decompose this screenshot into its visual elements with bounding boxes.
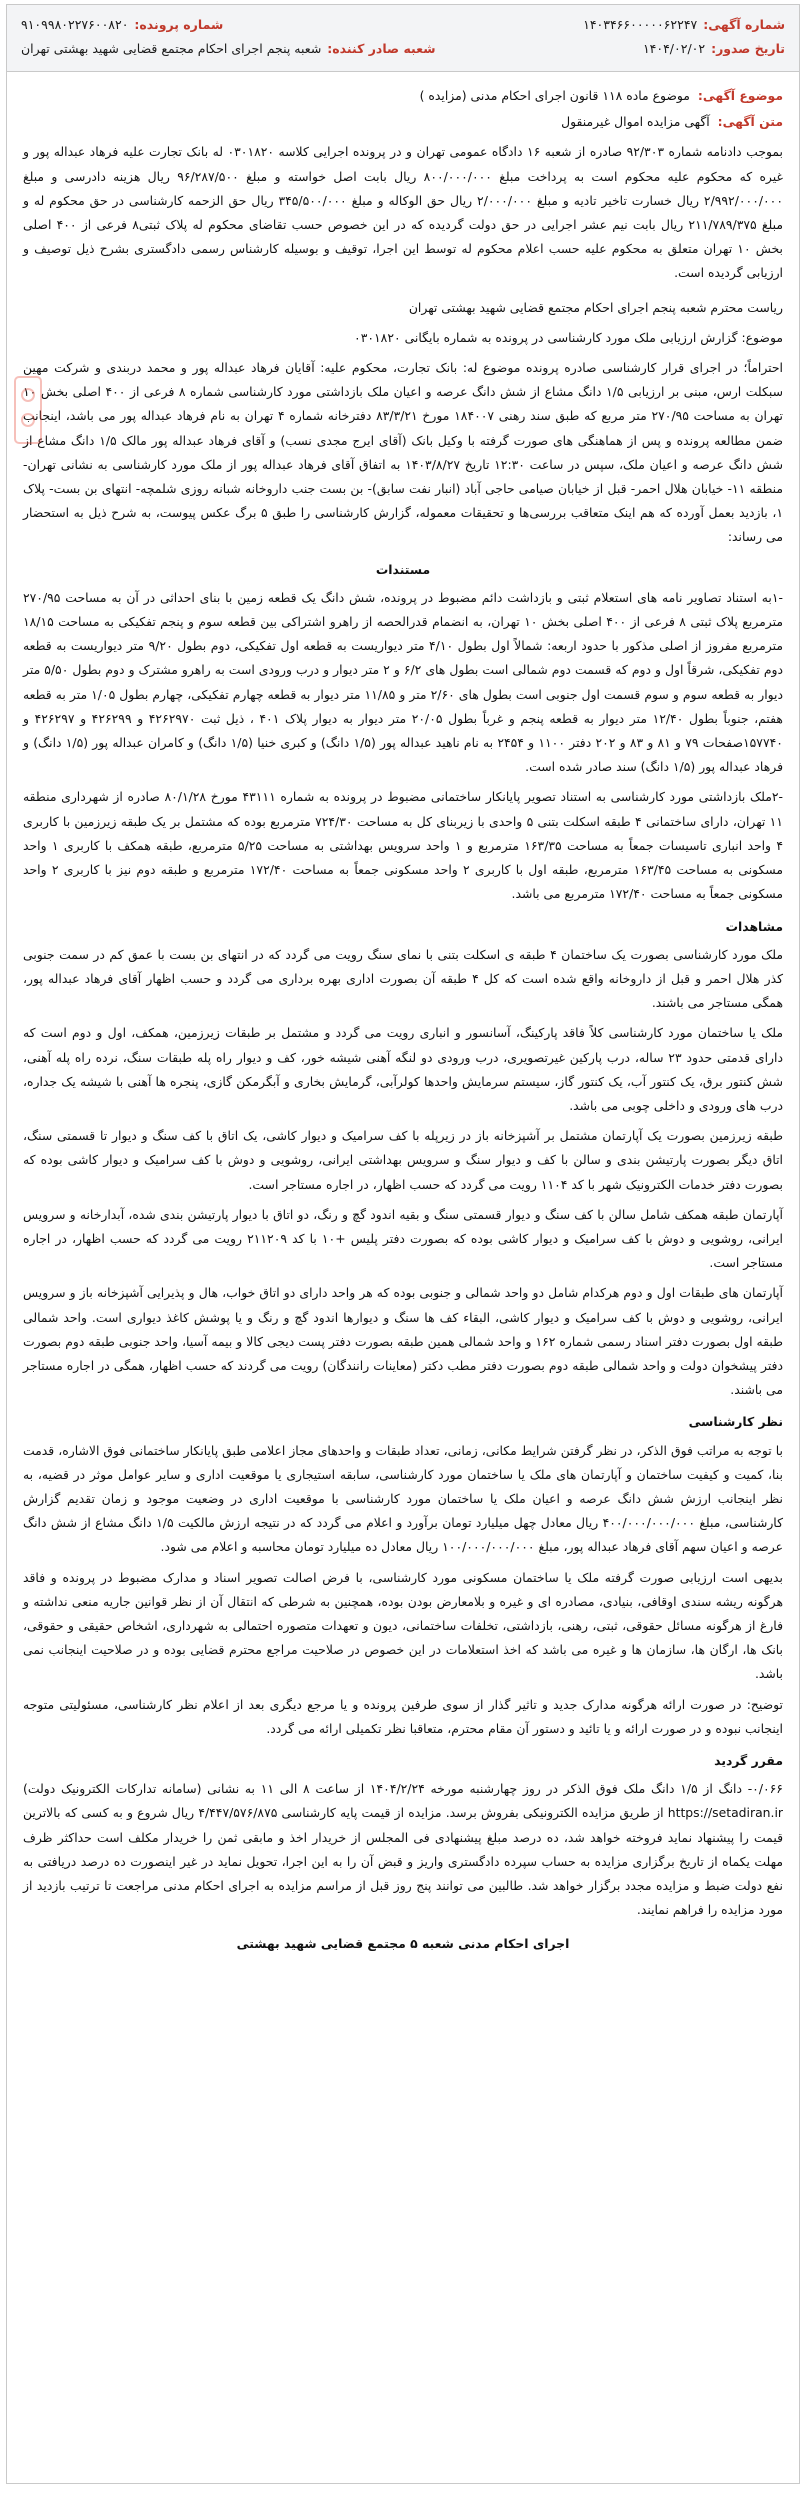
case-number-value: ۹۱۰۹۹۸۰۲۲۷۶۰۰۸۲۰ (21, 17, 129, 32)
notice-subject-value: موضوع ماده ۱۱۸ قانون اجرای احکام مدنی (مزایده ) (419, 88, 690, 103)
paragraph-document-2: -۲ملک بازداشتی مورد کارشناسی به استناد تصویر پایانکار ساختمانی مضبوط در پرونده به شماره ۴۳۱۱۱ مورخ ۸۰/۱/۲۸ صادره از شهرداری منطقه ۱۱ تهران، دارای ساختمانی ۴ طبقه اسکلت بتنی ۵ واحدی با زیربنای کل به مساحت ۷۲۴/۳۰ مترمربع بوده که مشتمل بر یک طبقه زیرزمین با کاربری ۴ واحد انباری تاسیسات جمعاً به مساحت ۱۶۳/۳۵ مترمربع و ۱ واحد سرویس بهداشتی به مساحت ۵/۲۵ مترمربع، طبقه همکف با کاربری ۱ واحد مسکونی به مساحت ۱۶۳/۴۵ مترمربع، طبقه اول با کاربری ۲ واحد مسکونی جمعاً به مساحت ۱۷۲/۴۰ مترمربع و طبقه دوم نیز با کاربری ۲ واحد مسکونی جمعاً به مساحت ۱۷۲/۴۰ مترمربع می باشد. (23, 789, 784, 902)
paragraph-document-1: -۱به استناد تصاویر نامه های استعلام ثبتی و بازداشت دائم مضبوط در پرونده، شش دانگ یک قطعه زمین با بنای احداثی در آن به مساحت ۲۷۰/۹۵ مترمربع پلاک ثبتی ۸ فرعی از ۴۰۰ اصلی بخش ۱۰ تهران، به انضمام قدرالحصه از راهرو اشتراکی بین قطعه سوم و پنجم تفکیکی به مساحت ۱۸/۱۵ مترمربع مفروز از اصلی مذکور با حدود اربعه: شمالاً اول بطول ۴/۱۰ متر دیواریست به قطعه اول تفکیکی، دوم بطول ۹/۲۰ متر دیواریست به قطعه دوم تفکیکی، شرقاً اول و دوم که قسمت دوم شمالی است بطول های ۶/۲ و ۲ متر دیوار و درب ورودی است به راهرو مشترک و دوم بطول ۵/۵۰ متر دیوار به قطعه سوم و سوم قسمت اول جنوبی است بطول های ۲/۶۰ متر و ۱۱/۸۵ متر دیوار به قطعه چهارم تفکیکی، چهارم بطول ۱/۰۵ متر به قطعه هفتم، جنوباً بطول ۱۲/۴۰ متر دیوار به قطعه پنجم و غرباً بطول ۲۰/۰۵ متر دیوار به دیوار پلاک ۴۰۱ ، ذیل ثبت ۴۲۶۲۹۷۰ و ۴۲۶۲۹۹ و ۴۲۶۲۹۷ و ۱۵۷۷۴۰صفحات ۷۹ و ۸۱ و ۸۳ و ۲۰۲ دفتر ۱۱۰۰ و ۲۴۵۴ به نام ناهید عبداله پور (۱/۵ دانگ) و کبری خنیا (۱/۵ دانگ) و کامران عبداله پور (۱/۵ دانگ) و فرهاد عبداله پور (۱/۵ دانگ) سند صادر شده است. (23, 589, 784, 775)
issuing-branch-value: شعبه پنجم اجرای احکام مجتمع قضایی شهید بهشتی تهران (21, 41, 322, 56)
paragraph-observation-2: ملک یا ساختمان مورد کارشناسی کلاً فاقد پارکینگ، آسانسور و انباری رویت می گردد و مشتمل بر طبقات زیرزمین، همکف، اول و دوم است که دارای قدمتی حدود ۲۳ ساله، درب پارکین غیرتصویری، درب ورودی دو لنگه آهنی شیشه خور، کف و دیوار راه پله طبقات سنگ، نرده راه پله آهنی، شش کنتور برق، یک کنتور آب، یک کنتور گاز، سیستم سرمایش واحدها کولرآبی، گرمایش بخاری و آبگرمکن گازی، پنجره ها آهنی با شیشه یک جداره، درب های ورودی و داخلی چوبی می باشد. (23, 1025, 783, 1113)
case-number-label: شماره پرونده: (134, 17, 224, 32)
paragraph-opinion-1: با توجه به مراتب فوق الذکر، در نظر گرفتن شرایط مکانی، زمانی، تعداد طبقات و واحدهای مجاز اعلامی طبق پایانکار ساختمانی فوق الاشاره، قدمت بنا، کمیت و کیفیت ساختمان و آپارتمان های ملک یا ساختمان مورد کارشناسی، سابقه استیجاری یا موقعیت اداری و سایر عوامل موثر در قضیه، به نظر اینجانب ارزش شش دانگ عرصه و اعیان ملک یا ساختمان مورد کارشناسی با موقعیت اداری در وضعیت موجود و زمان تقدیم گزارش کارشناسی، مبلغ ۴۰۰/۰۰۰/۰۰۰/۰۰۰ ریال معادل چهل میلیارد تومان برآورد و اعلام می گردد که در نتیجه ارزش مالکیت ۱/۵ دانگ مشاع از شش دانگ عرصه و اعیان سهم آقای فرهاد عبداله پور، مبلغ ۱۰۰/۰۰۰/۰۰۰/۰۰۰ ریال معادل ده میلیارد تومان محاسبه و اعلام می شود. (23, 1442, 783, 1555)
paragraph-observation-3: طبقه زیرزمین بصورت یک آپارتمان مشتمل بر آشپزخانه باز در زیرپله با کف سرامیک و دیوار کاشی، یک اتاق با کف سنگ و دیوار تا قسمتی سنگ، اتاق دیگر بصورت پارتیشن بندی و سالن با کف و دیوار سنگ و سرویس بهداشتی ایرانی، روشویی و دوش با کف سرامیک و دیوار کاشی بوده که بصورت دفتر خدمات الکترونیک شهر با کد ۱۱۰۴ رویت می گردد که حسب اظهار، در اجاره مستاجر است. (23, 1128, 783, 1192)
issue-date-label: تاریخ صدور: (711, 41, 785, 56)
notice-body (7, 72, 799, 1967)
paragraph-observation-5: آپارتمان های طبقات اول و دوم هرکدام شامل دو واحد شمالی و جنوبی بوده که هر واحد دارای دو اتاق خواب، هال و پذیرایی آشپزخانه باز و سرویس ایرانی، روشویی و دوش با کف سرامیک و دیوار کاشی، البقاء کف ها سنگ و دیوارها اندود گچ و رنگ و یا پوشش کاغذ دیواری است. واحد شمالی طبقه اول بصورت دفتر اسناد رسمی شماره ۱۶۲ و واحد شمالی همین طبقه بصورت دفتر پست دیجی کالا و بیمه آسیا، واحد جنوبی طبقه دوم بصورت دفتر پیشخوان دولت و واحد شمالی طبقه دوم بصورت دفتر مطب دکتر (معاینات رانندگان) رویت می گردند که حسب اظهار، همگی در اجاره مستاجر می باشند. (23, 1285, 784, 1398)
notice-text (23, 110, 783, 134)
paragraph-note: توضیح: در صورت ارائه هرگونه مدارک جدید و تاثیر گذار از سوی طرفین پرونده و یا مرجع دیگری بعد از اعلام نظر کارشناسی، مسئولیتی متوجه اینجانب نبوده و در صورت ارائه و یا تائید و دستور آن مقام محترم، متعاقبا نظر تکمیلی ارائه می گردد. (23, 1696, 783, 1736)
paragraph-opinion-2: بدیهی است ارزیابی صورت گرفته ملک یا ساختمان مسکونی مورد کارشناسی، با فرض اصالت تصویر اسناد و مدارک مضبوط در پرونده و فاقد هرگونه ریشه سندی اوقافی، بنیادی، مصادره ای و غیره و بلامعارض بودن بوده، همچنین به شرطی که انتقال آن از نظر قوانین جاریه منعی نداشته و فارغ از هرگونه مسائل حقوقی، ثبتی، رهنی، بازداشتی، تخلفات ساختمانی، دیون و تعهدات متصوره احتمالی به شهرداری، اشخاص حقیقی و حقوقی، بانک ها، ارگان ها، سازمان ها و غیره می باشد که اخذ استعلامات در این خصوص در صلاحیت مراجع محترم قضایی بوده و در صلاحیت اینجانب نمی باشد. (23, 1569, 783, 1682)
paragraph-observation-1: ملک مورد کارشناسی بصورت یک ساختمان ۴ طبقه ی اسکلت بتنی با نمای سنگ رویت می گردد که در انتهای بن بست با عمق کم در سمت جنوبی کذر هلال احمر و قبل از داروخانه واقع شده است که کل ۴ طبقه آن بصورت اداری بهره برداری می گردد و حسب اظهار آقای فرهاد عبداله پور، همگی مستاجر می باشند. (23, 946, 784, 1011)
issue-date (643, 37, 785, 61)
paragraph-respect: احتراماً؛ در اجرای قرار کارشناسی صادره پرونده موضوع له: بانک تجارت، محکوم علیه: آقایان فرهاد عبداله پور و محمد دربندی و شرکت مهین سبکلت ارس، مبنی بر ارزیابی ۱/۵ دانگ مشاع از شش دانگ عرصه و اعیان ملک بازداشتی مورد کارشناسی شماره ۸ فرعی از ۴۰۰ اصلی بخش ۱۰ تهران به مساحت ۲۷۰/۹۵ متر مربع که طبق سند رهنی ۱۸۴۰۰۷ مورخ ۸۳/۳/۲۱ دفترخانه شماره ۴ تهران به نام فرهاد عبداله پور می باشد، اینجانب ضمن مطالعه پرونده و پس از هماهنگی های صورت گرفته با وکیل بانک (آقای ایرج مجدی نسب) و آقای فرهاد عبداله پور مالک ۱/۵ دانگ مشاع از شش دانگ عرصه و اعیان ملک، سپس در ساعت ۱۲:۳۰ تاریخ ۱۴۰۳/۸/۲۷ به اتفاق آقای فرهاد عبداله پور از ملک مورد کارشناسی به نشانی تهران- منطقه ۱۱- خیابان هلال احمر- قبل از خیابان صیامی حاجی آباد (انبار نفت سابق)- بن بست جنب داروخانه شبانه روزی شلمچه- انتهای بن بست- پلاک ۱، بازدید بعمل آورده که هم اینک متعاقب بررسی‌ها و تحقیقات معموله، گزارش کارشناسی را طبق ۵ برگ عکس پیوست، به شرح ذیل به استحضار می رساند: (23, 360, 784, 545)
section-observations-heading: مشاهدات (725, 918, 783, 934)
header-row-1 (21, 13, 785, 37)
paragraph-observation-4: آپارتمان طبقه همکف شامل سالن با کف سنگ و دیوار قسمتی سنگ و بقیه اندود گچ و رنگ، دو اتاق با دیوار پارتیشن بندی شده، آبدارخانه و سرویس ایرانی، روشویی و دوش با کف سرامیک و دیوار کاشی بوده که بصورت دفتر پلیس +۱۰ با کد ۲۱۱۲۰۹ رویت می گردد که حسب اظهار، در اجاره مستاجر است. (23, 1206, 783, 1271)
report-subject: موضوع: گزارش ارزیابی ملک مورد کارشناسی در پرونده به شماره بایگانی ۰۳۰۱۸۲۰ (354, 329, 783, 345)
notice-number (583, 13, 785, 37)
section-opinion-heading: نظر کارشناسی (688, 1414, 783, 1430)
watermark-icon (13, 375, 43, 445)
notice-page (6, 4, 800, 2484)
notice-text-label: متن آگهی: (717, 114, 783, 130)
issuing-branch (21, 37, 436, 61)
header-row-2 (21, 37, 785, 61)
notice-subject-label: موضوع آگهی: (697, 88, 783, 103)
section-documents-heading: مستندات (375, 561, 431, 577)
paragraph-decree: ۰/۰۶۶- دانگ از ۱/۵ دانگ ملک فوق الذکر در روز چهارشنبه مورخه ۱۴۰۴/۲/۲۴ از ساعت ۸ الی ۱۱ به نشانی (سامانه تدارکات الکترونیک دولت) https://setadiran.ir از طریق مزایده الکترونیکی بفروش برسد. مزایده از قیمت پایه کارشناسی ۴/۴۴۷/۵۷۶/۸۷۵ ریال شروع و به کسی که بالاترین قیمت را پیشنهاد نماید فروخته خواهد شد، ده درصد مبلغ پیشنهادی فی المجلس از خریدار اخذ و مابقی ثمن را خریدار مکلف است حداکثر ظرف مهلت یکماه از تاریخ برگزاری مزایده به حساب سپرده دادگستری واریز و قبض آن را به این اجرا، تحویل نماید در غیر اینصورت ده درصد دریافتی به نفع دولت ضبط و مزایده مجدد برگزار خواهد شد. طالبین می توانند پنج روز قبل از مراسم مزایده به اجرای احکام مدنی مراجعت تا ترتیب بازدید از مورد مزایده را فراهم نمایند. (23, 1781, 784, 1918)
issuing-branch-label: شعبه صادر کننده: (327, 41, 436, 56)
notice-header (7, 5, 799, 72)
paragraph-intro: بموجب دادنامه شماره ۹۲/۳۰۳ صادره از شعبه ۱۶ دادگاه عمومی تهران و در پرونده اجرایی کلاسه ۰۳۰۱۸۲۰ له بانک تجارت علیه فرهاد عبداله پور و غیره که محکوم علیه محکوم است به پرداخت مبلغ ۸۰۰/۰۰۰/۰۰۰ ریال بابت اصل خواسته و مبلغ ۹۶/۲۸۷/۵۰۰ ریال هزینه دادرسی و مبلغ ۲/۹۹۲/۰۰۰/۰۰۰ ریال خسارت تاخیر تادیه و مبلغ ۲/۰۰۰/۰۰۰ ریال حق الوکاله و مبلغ ۳۴۵/۵۰۰/۰۰۰ ریال حق الزحمه کارشناسی در حق محکوم له و مبلغ ۲۱۱/۷۸۹/۳۷۵ ریال بابت نیم عشر اجرایی در حق دولت گردیده که در این خصوص حسب تقاضای محکوم له پلاک ثبتی۸ فرعی از ۴۰۰ اصلی بخش ۱۰ تهران متعلق به محکوم علیه حسب اعلام محکوم له توسط این اجرا، توقیف و بوسیله کارشناس رسمی دادگستری بشرح ذیل توصیف و ارزیابی گردیده است. (23, 144, 783, 281)
section-decree-heading: مقرر گردید (714, 1753, 783, 1768)
notice-number-label: شماره آگهی: (703, 17, 785, 32)
addressee: ریاست محترم شعبه پنجم اجرای احکام مجتمع قضایی شهید بهشتی تهران (408, 299, 783, 315)
signature: اجرای احکام مدنی شعبه ۵ مجتمع قضایی شهید بهشتی (236, 1936, 570, 1952)
notice-text-value: آگهی مزایده اموال غیرمنقول (561, 114, 710, 130)
notice-number-value: ۱۴۰۳۴۶۶۰۰۰۰۰۶۲۲۴۷ (583, 17, 698, 32)
case-number (21, 13, 223, 37)
issue-date-value: ۱۴۰۴/۰۲/۰۲ (642, 41, 706, 56)
notice-subject (23, 84, 783, 108)
